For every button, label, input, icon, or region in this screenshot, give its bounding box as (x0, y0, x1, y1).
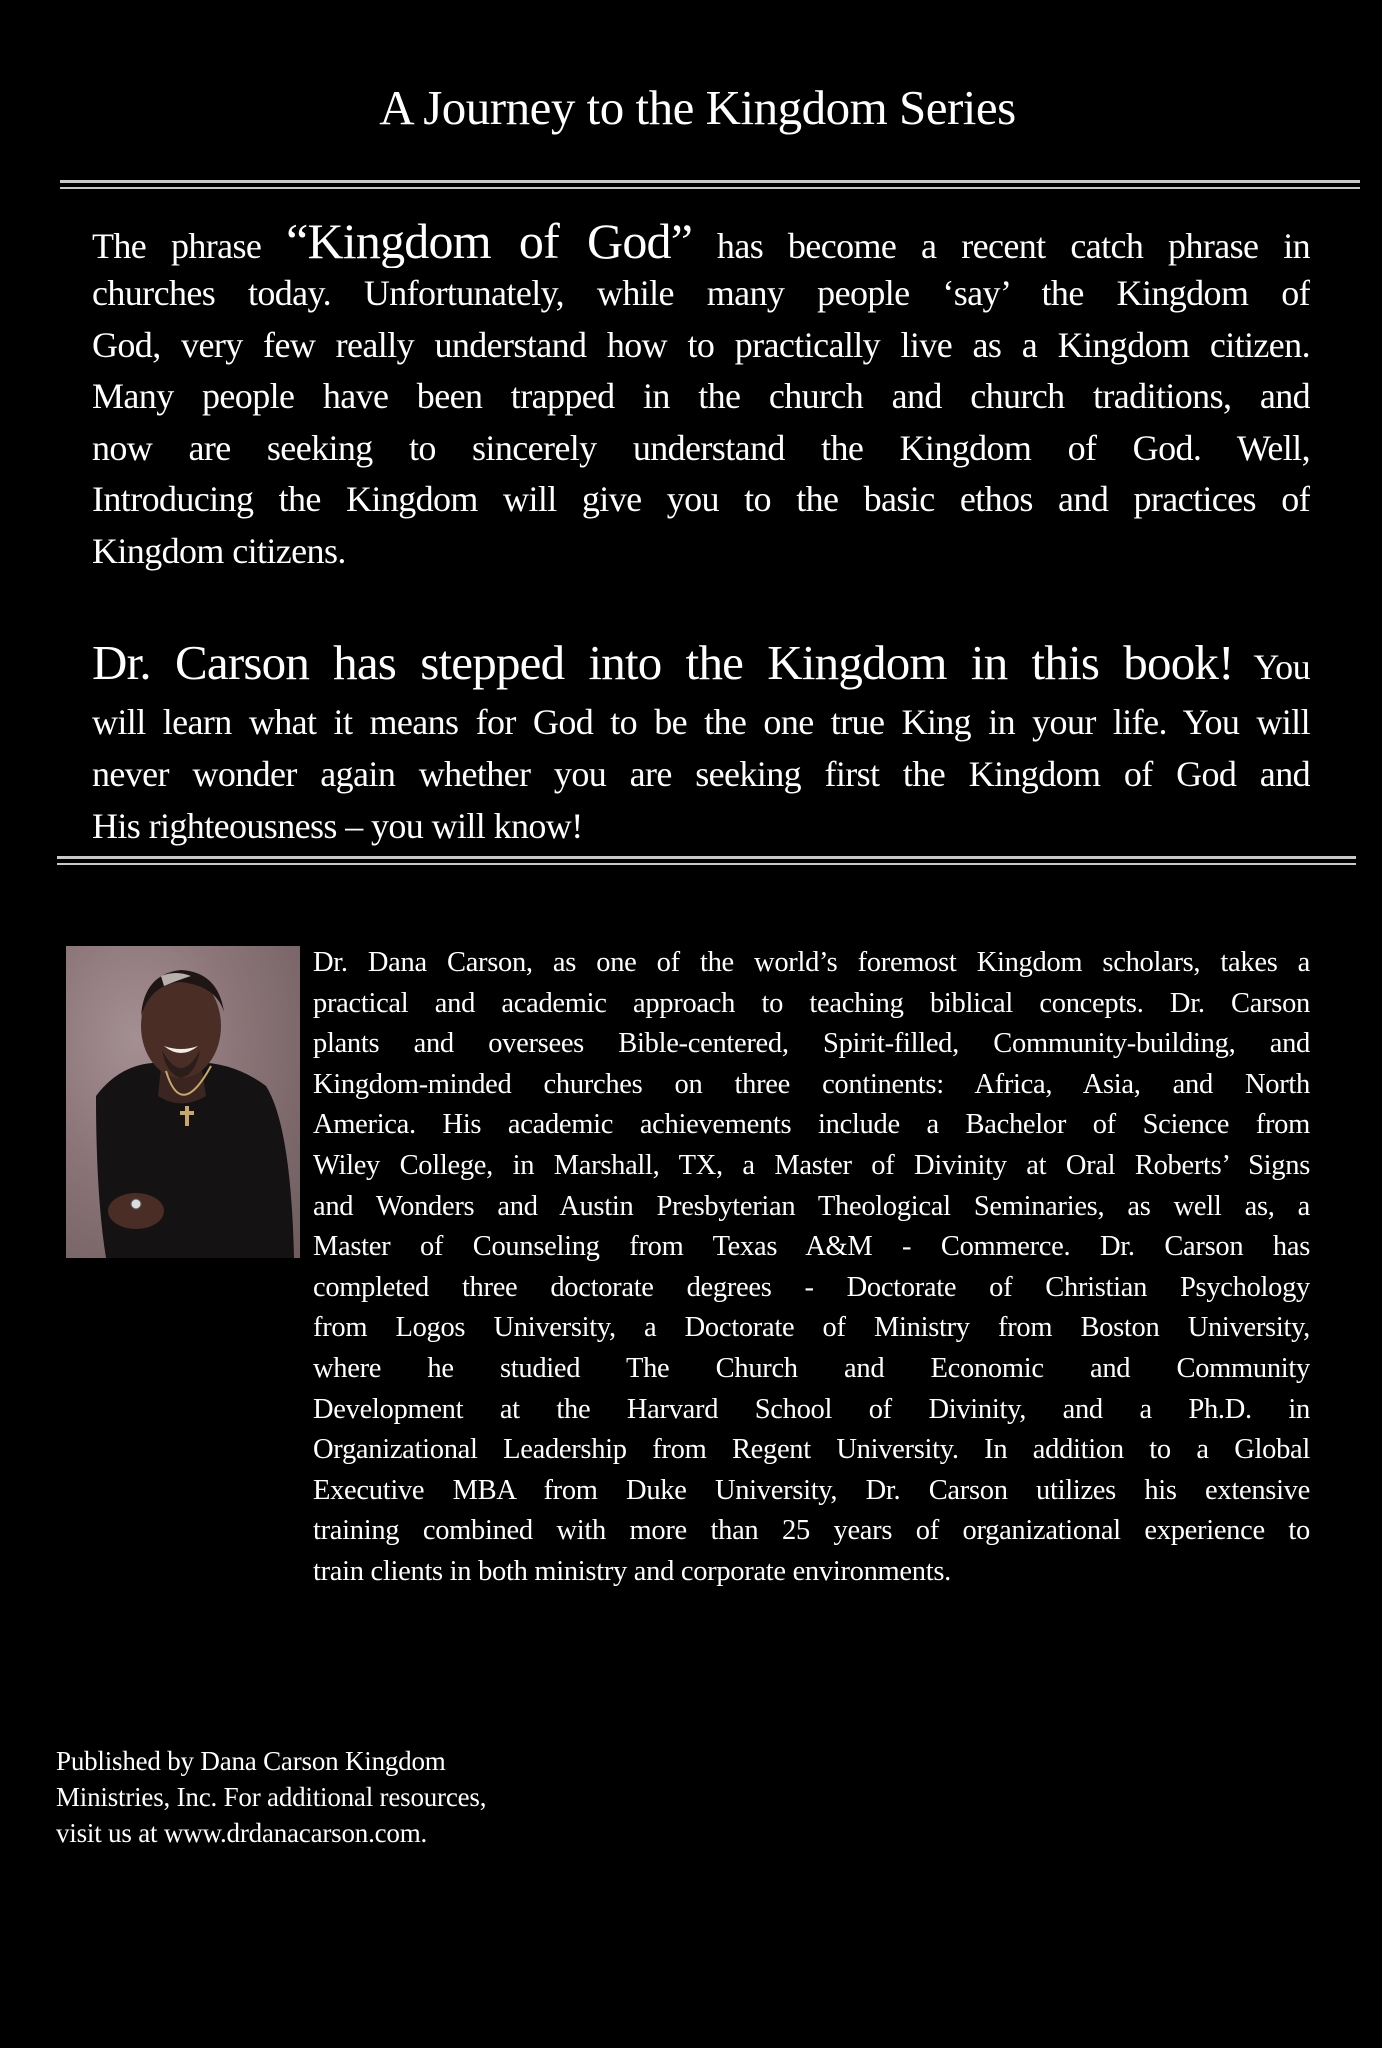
promise-line: will learn what it means for God to be the one true King in your life. You will (92, 702, 1310, 742)
intro-text: The phrase (92, 226, 287, 266)
bio-line: train clients in both ministry and corporate environments. (313, 1555, 951, 1587)
author-bio (313, 943, 1310, 1593)
promise-line: His righteousness – you will know! (92, 806, 583, 846)
promise-line: never wonder again whether you are seeking first the Kingdom of God and (92, 754, 1310, 794)
series-title: A Journey to the Kingdom Series (379, 80, 1016, 135)
publisher-line: Ministries, Inc. For additional resources, (56, 1782, 487, 1812)
bio-line: America. His academic achievements include a Bachelor of Science from (313, 1109, 1310, 1141)
publisher-info (56, 1743, 486, 1851)
intro-line: now are seeking to sincerely understand the Kingdom of God. Well, (92, 427, 1310, 468)
author-photo (66, 946, 300, 1258)
intro-line: Kingdom citizens. (92, 530, 346, 571)
bio-line: Kingdom-minded churches on three continents: Africa, Asia, and North (313, 1068, 1310, 1100)
bio-line: Executive MBA from Duke University, Dr. Carson utilizes his extensive (313, 1474, 1310, 1506)
promise-paragraph (92, 630, 1310, 852)
intro-line (92, 214, 1310, 268)
bio-line: Wiley College, in Marshall, TX, a Master of Divinity at Oral Roberts’ Signs (313, 1149, 1310, 1181)
intro-line: Many people have been trapped in the church and church traditions, and (92, 376, 1310, 416)
intro-line: churches today. Unfortunately, while many people ‘say’ the Kingdom of (92, 273, 1310, 313)
author-portrait-illustration (66, 946, 300, 1258)
bio-line: practical and academic approach to teaching biblical concepts. Dr. Carson (313, 987, 1310, 1019)
publisher-line: visit us at www.drdanacarson.com. (56, 1818, 428, 1848)
bio-line: where he studied The Church and Economic and Community (313, 1352, 1310, 1384)
bio-line: Organizational Leadership from Regent University. In addition to a Global (313, 1434, 1310, 1466)
bio-line: Development at the Harvard School of Divinity, and a Ph.D. in (313, 1393, 1310, 1425)
intro-line: Introducing the Kingdom will give you to the basic ethos and practices of (92, 479, 1310, 519)
bio-line: completed three doctorate degrees - Doctorate of Christian Psychology (313, 1271, 1310, 1303)
bio-line: Dr. Dana Carson, as one of the world’s foremost Kingdom scholars, takes a (313, 947, 1310, 978)
promise-headline: Dr. Carson has stepped into the Kingdom in this book! (92, 635, 1234, 690)
rule-line (57, 863, 1356, 865)
rule-line (60, 187, 1360, 189)
bio-line: training combined with more than 25 years of organizational experience to (313, 1515, 1310, 1547)
kingdom-of-god-emphasis: “Kingdom of God” (286, 214, 693, 268)
intro-text: has become a recent catch phrase in (692, 226, 1310, 266)
rule-line (57, 856, 1356, 859)
intro-paragraph (92, 214, 1310, 577)
bio-line: plants and oversees Bible-centered, Spirit-filled, Community-building, and (313, 1028, 1310, 1060)
rule-line (60, 180, 1360, 183)
bio-line: from Logos University, a Doctorate of Ministry from Boston University, (313, 1312, 1310, 1344)
publisher-line: Published by Dana Carson Kingdom (56, 1746, 446, 1776)
intro-line: God, very few really understand how to practically live as a Kingdom citizen. (92, 324, 1310, 365)
bio-line: Master of Counseling from Texas A&M - Commerce. Dr. Carson has (313, 1231, 1310, 1263)
bio-line: and Wonders and Austin Presbyterian Theological Seminaries, as well as, a (313, 1190, 1310, 1222)
promise-text: You (1233, 647, 1310, 687)
promise-line (92, 630, 1310, 696)
